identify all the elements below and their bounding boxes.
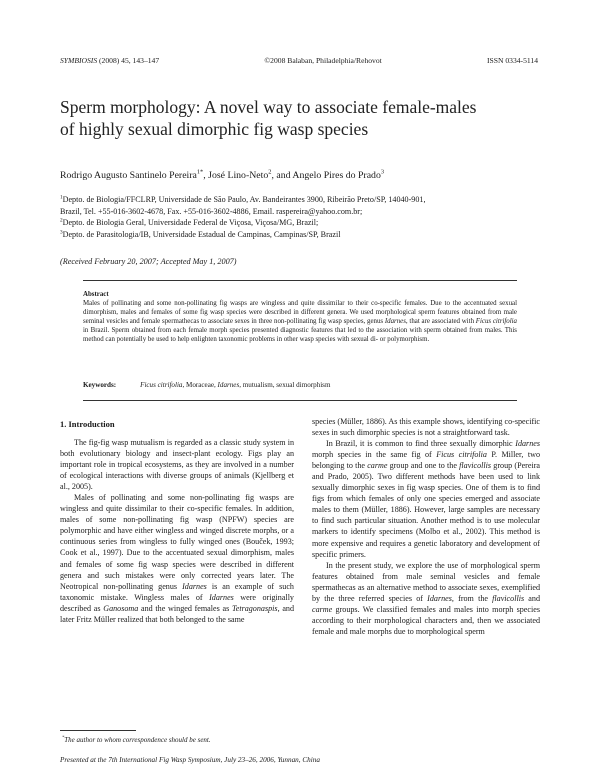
keywords: Keywords: Ficus citrifolia, Moraceae, Idarnes, mutualism, sexual dimorphism <box>83 381 331 389</box>
abstract-heading: Abstract <box>83 291 109 298</box>
affiliation-3: $^3$Depto. de Parasitologia/IB, Universidade Estadual de Campinas, Campinas/SP, Brazil <box>60 229 341 240</box>
presented-note: Presented at the 7th International Fig Wasp Symposium, July 23–26, 2006, Yunnan, China <box>60 756 320 764</box>
abstract-bottom-rule <box>83 400 517 401</box>
issn: ISSN 0334-5114 <box>487 56 538 65</box>
paper-title: Sperm morphology: A novel way to associate female-males of highly sexual dimorphic fig wasp species <box>60 97 477 139</box>
affiliations <box>60 194 540 241</box>
footnote: *The author to whom correspondence should be sent. <box>62 734 211 744</box>
abstract-top-rule <box>83 280 517 281</box>
journal-citation: SYMBIOSIS (2008) 45, 143–147 <box>60 56 160 65</box>
author-list: Rodrigo Augusto Santinelo Pereira$^{1*}$, José Lino-Neto$^2$, and Angelo Pires do Prado$^3$ <box>60 168 385 181</box>
affiliation-2: $^2$Depto. de Biologia Geral, Universidade Federal de Viçosa, Viçosa/MG, Brazil; <box>60 217 319 228</box>
left-column <box>60 437 294 625</box>
paragraph: The fig-fig wasp mutualism is regarded as a classic study system in both evolutionary biology and insect-plant ecology. Figs play an important role in tropical ecosystems, as they are involved in a number of ecological interactions with diverse groups of animals (Kjellberg et al., 2005). <box>60 438 294 492</box>
footnote-rule <box>60 730 136 731</box>
copyright: ©2008 Balaban, Philadelphia/Rehovot <box>264 56 382 65</box>
affiliation-1: $^1$Depto. de Biologia/FFCLRP, Universidade de São Paulo, Av. Bandeirantes 3900, Ribeirão Preto/SP, 14040-901, <box>60 194 426 204</box>
right-column <box>312 416 540 637</box>
received-dates: (Received February 20, 2007; Accepted May 1, 2007) <box>60 257 237 266</box>
paragraph: species (Müller, 1886). As this example shows, identifying co-specific sexes in such dimorphic species is not a straightforward task. <box>312 417 540 438</box>
section-heading: 1. Introduction <box>60 419 115 429</box>
abstract <box>83 291 517 344</box>
abstract-text: Males of pollinating and some non-pollinating fig wasps are wingless and quite dissimilar to their co-specific females. Due to the accentuated sexual dimorphism, males and females of some fig wasp species were described in different genera. We used morphological sperm features obtained from male seminal vesicles and female spermathecas to associate sexes in three non-pollinating fig wasp species, genus Idarnes, that are associated with Ficus citrifolia in Brazil. Sperm obtained from each female morph species presented diagnostic features that led to the association with sperm obtained from males. This method can potentially be used to help enlighten taxonomic problems in other wasp species with sexual di- or polymorphism. <box>83 299 517 343</box>
paragraph: Males of pollinating and some non-pollinating fig wasps are wingless and quite dissimilar to their co-specific females. In addition, males of some non-pollinating fig wasp (NPFW) species are polymorphic and have either wingless and winged discrete morphs, or a continuous series from wingless to fully winged ones (Bouček, 1993; Cook et al., 1997). Due to the accentuated sexual dimorphism, males and females of some fig wasp species were described in different genera and such mistakes were only corrected years later. The Neotropical non-pollinating genus Idarnes is an example of such taxonomic mistake. Wingless males of Idarnes were originally described as Ganosoma and the winged females as Tetragonaspis, and later Fritz Müller realized that both belonged to the same <box>60 493 294 624</box>
keywords-label: Keywords: <box>83 381 117 389</box>
affiliation-1-contact: Brazil, Tel. +55-016-3602-4678, Fax. +55-016-3602-4886, Email. raspereira@yahoo.com.br; <box>60 206 363 216</box>
paragraph: In the present study, we explore the use of morphological sperm features obtained from male seminal vesicles and female spermathecas as an alternative method to associate sexes, exemplified by the three referred species of Idarnes, from the flavicollis and carme groups. We classified females and males into morph species according to their morphological characters and, then we associated female and male morphs due to morphological sperm <box>312 560 540 636</box>
paragraph: In Brazil, it is common to find three sexually dimorphic Idarnes morph species in the same fig of Ficus citrifolia P. Miller, two belonging to the carme group and one to the flavicollis group (Pereira and Prado, 2005). Two different methods have been used to link sexually dimorphic sexes in fig wasp species. One of them is to find figs from which females of only one species emerged and associate males to them (Müller, 1886). However, large samples are necessary to find such particular situation. Another method is to use molecular markers to identify specimens (Molbo et al., 2002). This method is more expensive and requires a genetic laboratory and development of specific primers. <box>312 439 540 559</box>
running-header <box>60 56 538 65</box>
